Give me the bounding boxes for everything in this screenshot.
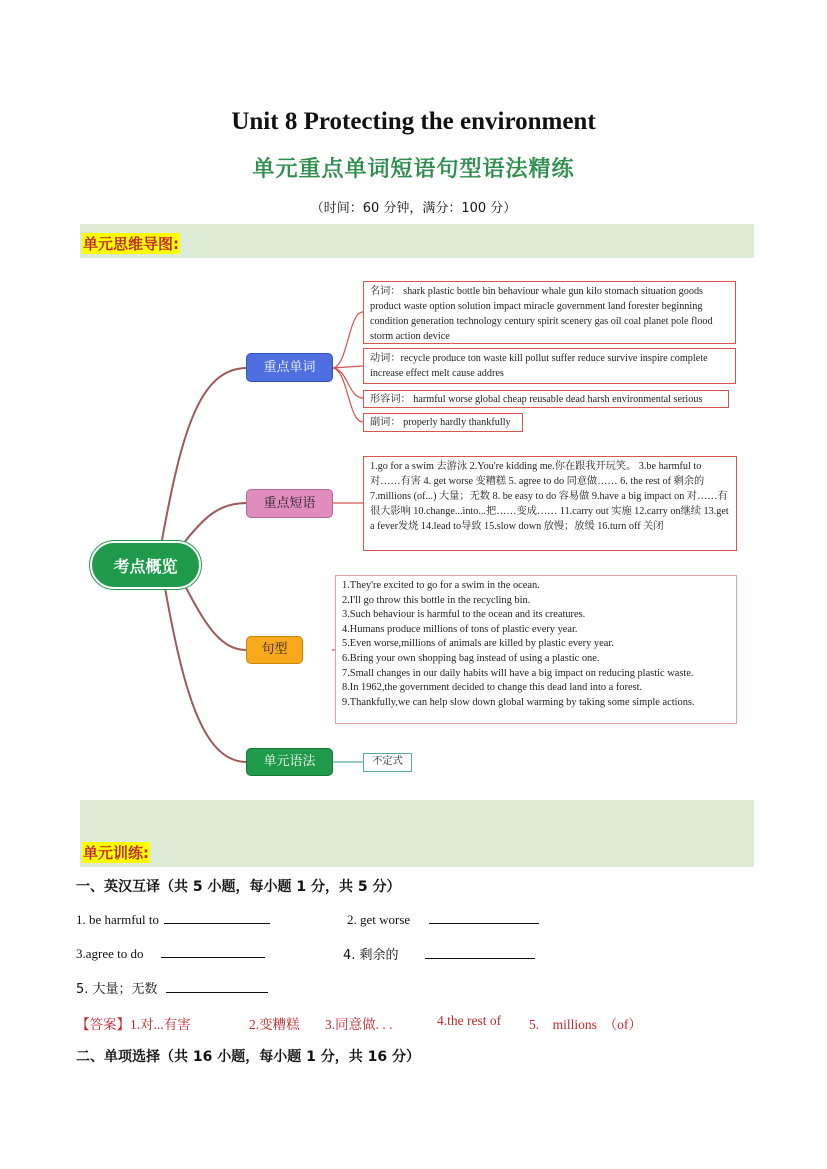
connector-words-adv — [332, 368, 363, 422]
question-text: 1. be harmful to — [76, 912, 160, 927]
mindmap-section-label: 单元思维导图: — [83, 235, 179, 253]
question-item — [343, 944, 535, 963]
sentence-line: 6.Bring your own shopping bag instead of using a plastic one. — [342, 652, 600, 664]
answer-item: 4.the rest of — [437, 1013, 502, 1028]
grammar-box: 不定式 — [363, 753, 412, 772]
answer-blank[interactable] — [425, 946, 535, 959]
question-item — [76, 911, 270, 928]
sentence-line: 2.I'll go throw this bottle in the recycling bin. — [342, 594, 531, 606]
phrases-box: 1.go for a swim 去游泳 2.You're kidding me.你在跟我开玩笑。 3.be harmful to 对……有害 4. get worse 变糟糕 5. agree to do 同意做…… 6. the rest of 剩余的 7.millions (of...) 大量；无数 8. be easy to do 容易做 9.have a big impact on 对……有很大影响 10.change...into...把……变成…… 11.carry out 实施 12.carry on继续 13.get a fever发烧 14.lead to导致 15.slow down 放慢；放缓 16.turn off 关闭 — [363, 456, 737, 551]
page-subtitle: 单元重点单词短语句型语法精练 — [252, 157, 575, 182]
words-nouns-box: 名词： shark plastic bottle bin behaviour whale gun kilo stomach situation goods product waste option solution impact miracle government land forester beginning condition generation technology century spirit scenery gas oil coal planet pole flood storm action device — [363, 281, 736, 344]
answer-blank[interactable] — [429, 911, 539, 924]
answer-item: 5. millions （of） — [529, 1017, 642, 1032]
question-item — [76, 945, 265, 962]
sentence-line: 8.In 1962,the government decided to change this dead land into a forest. — [342, 682, 643, 694]
answer-item: 1.对...有害 — [130, 1017, 191, 1032]
question-text: 4. 剩余的 — [343, 948, 399, 963]
time-info: （时间：60 分钟，满分：100 分） — [310, 201, 517, 216]
training-section-band — [80, 800, 754, 867]
answer-item: 2.变糟糕 — [249, 1017, 300, 1032]
training-section-label: 单元训练: — [83, 844, 149, 862]
branch-node-grammar: 单元语法 — [246, 748, 333, 776]
sentences-box — [335, 575, 737, 724]
sentence-line: 1.They're excited to go for a swim in the ocean. — [342, 580, 540, 591]
answer-blank[interactable] — [166, 980, 268, 993]
branch-node-phrases: 重点短语 — [246, 489, 333, 518]
words-verbs-box: 动词：recycle produce ton waste kill pollut suffer reduce survive inspire complete increase effect melt cause addres — [363, 348, 736, 384]
sentence-line: 7.Small changes in our daily habits will have a big impact on reducing plastic waste. — [342, 667, 694, 679]
mindmap-root-node: 考点概览 — [90, 541, 201, 589]
words-adverbs-box: 副词： properly hardly thankfully — [363, 413, 523, 432]
answer-blank[interactable] — [161, 945, 265, 958]
connector-root-words — [162, 368, 247, 540]
branch-node-words: 重点单词 — [246, 353, 333, 382]
question-text: 2. get worse — [347, 912, 411, 927]
sentence-line: 9.Thankfully,we can help slow down global warming by taking some simple actions. — [342, 696, 695, 708]
answer-blank[interactable] — [164, 911, 270, 924]
answer-label: 【答案】 — [76, 1017, 130, 1033]
question-item — [347, 911, 539, 928]
part2-heading: 二、单项选择（共 16 小题，每小题 1 分，共 16 分） — [76, 1049, 420, 1065]
answer-item: 3.同意做. . . — [325, 1017, 393, 1032]
connector-root-sentences — [180, 576, 247, 650]
sentence-line: 4.Humans produce millions of tons of plastic every year. — [342, 623, 578, 635]
connector-root-phrases — [180, 503, 247, 548]
part1-heading: 一、英汉互译（共 5 小题，每小题 1 分，共 5 分） — [76, 879, 401, 895]
page-title: Unit 8 Protecting the environment — [231, 108, 596, 135]
question-text: 5. 大量；无数 — [76, 982, 158, 997]
connector-words-nouns — [332, 312, 363, 368]
words-adjectives-box: 形容词： harmful worse global cheap reusable dead harsh environmental serious — [363, 390, 729, 408]
answer-line — [76, 1013, 191, 1033]
connector-root-grammar — [165, 588, 247, 762]
question-text: 3.agree to do — [76, 946, 144, 961]
sentence-line: 5.Even worse,millions of animals are killed by plastic every year. — [342, 638, 614, 650]
branch-node-sentences: 句型 — [246, 636, 303, 664]
question-item — [76, 978, 268, 997]
sentence-line: 3.Such behaviour is harmful to the ocean and its creatures. — [342, 609, 586, 621]
